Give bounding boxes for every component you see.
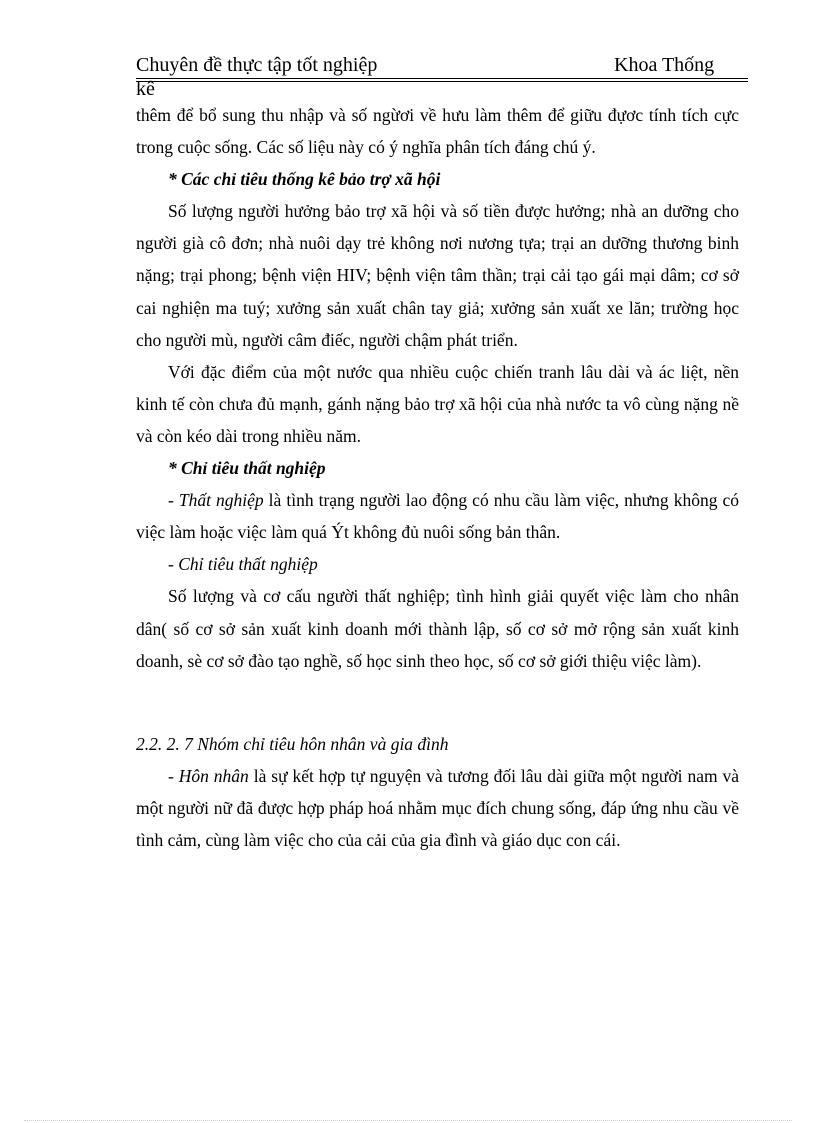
header-rule-secondary	[136, 81, 748, 82]
heading-unemployment: * Chỉ tiêu thất nghiệp	[168, 458, 326, 479]
paragraph-unemployment-definition	[136, 484, 739, 548]
header-rule	[136, 78, 748, 79]
paragraph-war-burden: Với đặc điểm của một nước qua nhiều cuộc chiến tranh lâu dài và ác liệt, nền kinh tế còn chưa đủ mạnh, gánh nặng bảo trợ xã hội của nhà nước ta vô cùng nặng nề và còn kéo dài trong nhiều năm.	[136, 361, 739, 446]
page-header	[136, 52, 748, 80]
section-title-marriage: 2.2. 2. 7 Nhóm chỉ tiêu hôn nhân và gia đình	[136, 733, 449, 754]
heading-social-protection: * Các chỉ tiêu thống kê bảo trợ xã hội	[168, 169, 441, 190]
blank-space	[136, 677, 739, 728]
paragraph-unemployment-indicators: Số lượng và cơ cấu người thất nghiệp; tình hình giải quyết việc làm cho nhân dân( số cơ sở sản xuất kinh doanh mới thành lập, số cơ sở mở rộng sản xuất kinh doanh, sè cơ sở đào tạo nghề, số học sinh theo học, số cơ sở giới thiệu việc làm).	[136, 586, 739, 671]
definition-text: là sự kết hợp tự nguyện và tương đối lâu dài giữa một người nam và một người nữ đã được hợp pháp hoá nhằm mục đích chung sống, đáp ứng nhu cầu về tình cảm, cùng làm việc cho của cải của gia đình và giáo dục con cái.	[136, 765, 740, 850]
term-marriage: Hôn nhân	[178, 765, 249, 786]
page-bottom-border	[24, 1120, 792, 1121]
paragraph-intro: thêm để bổ sung thu nhập và số ngừơi về hưu làm thêm để giữu đựơc tính tích cực trong cuộc sống. Các số liệu này có ý nghĩa phân tích đáng chú ý.	[136, 105, 739, 158]
paragraph-social-protection: Số lượng người hưởng bảo trợ xã hội và số tiền được hưởng; nhà an dưỡng cho người già cô đơn; nhà nuôi dạy trẻ không nơi nương tựa; trại an dưỡng thương binh nặng; trại phong; bệnh viện HIV; bệnh viện tâm thần; trại cải tạo gái mại dâm; cơ sở cai nghiện ma tuý; xưởng sản xuất chân tay giả; xưởng sản xuất xe lăn; trường học cho người mù, người câm điếc, người chậm phát triển.	[136, 201, 739, 350]
body-text	[136, 99, 739, 856]
paragraph-marriage-definition	[136, 760, 739, 856]
header-title: Chuyên đề thực tập tốt nghiệp	[136, 54, 378, 76]
subheading-unemployment-indicator: - Chỉ tiêu thất nghiệp	[168, 554, 318, 575]
dash: -	[168, 490, 179, 511]
term-unemployment: Thất nghiệp	[178, 490, 264, 511]
definition-text: là tình trạng người lao động có nhu cầu làm việc, nhưng không có việc làm hoặc việc làm quá Ýt không đủ nuôi sống bản thân.	[136, 490, 740, 543]
header-faculty-continuation: kê	[136, 78, 155, 100]
header-faculty: Khoa Thống	[614, 54, 715, 76]
dash: -	[168, 765, 179, 786]
